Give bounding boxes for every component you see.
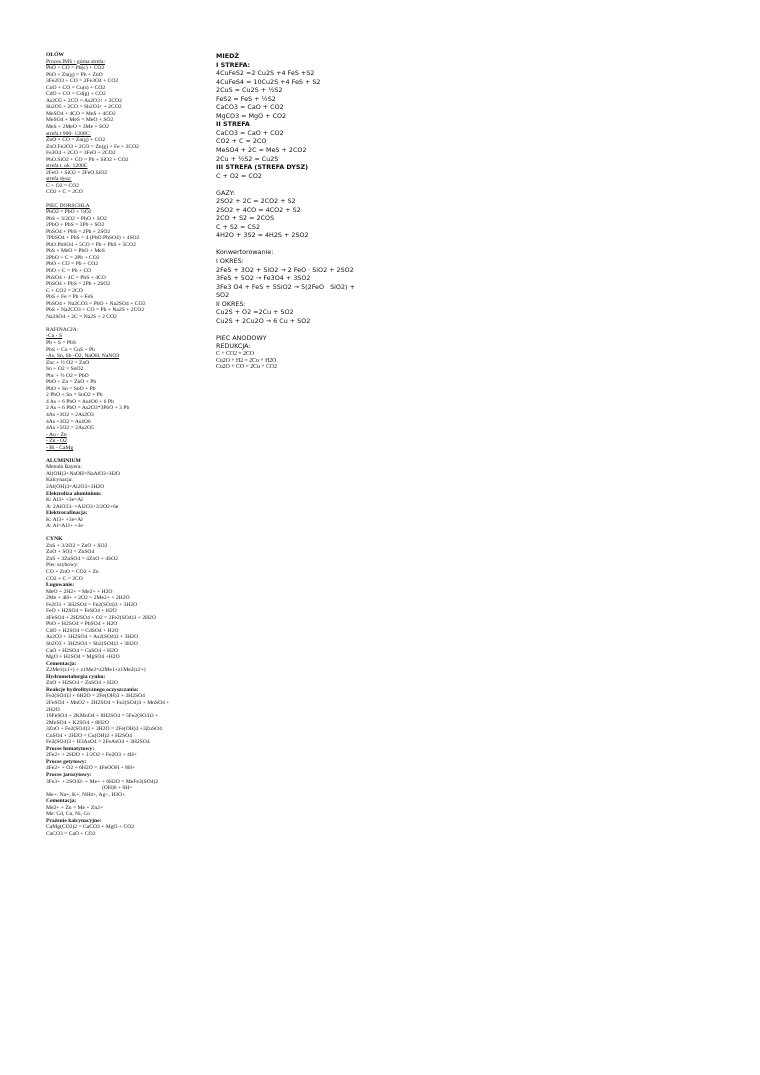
equation-line: PbS + 3/2O2 = PbO + SO2 <box>46 215 107 222</box>
equation-line: Fe3O4 + 2CO = 3FeO + 2CO2 <box>46 150 116 157</box>
equation-line: CdO + H2SO4 = CdSO4 + H2O <box>46 627 119 634</box>
equation-line: ZnS + 3/2O2 = ZnO + SO2 <box>46 542 108 549</box>
equation-line: 4H2O + 3S2 = 4H2S + 2SO2 <box>216 231 309 240</box>
equation-line: PbO.SiO2 + CO = Pb + SiO2 + CO2 <box>46 156 129 163</box>
equation-line: ZnO + CO = Zn(g) + CO2 <box>46 137 106 144</box>
equation-line: CuSO4 + 2H2O = Cu(OH)2 + H2SO4 <box>46 732 132 739</box>
equation-line: FeS2 = FeS + ½S2 <box>216 94 276 103</box>
equation-line: RAFINACJA: <box>46 326 79 333</box>
equation-line: Piec szybowy: <box>46 562 79 569</box>
section-heading: ALUMINIUM <box>46 457 81 464</box>
equation-line: 4As +5O2 = 2As2O5 <box>46 425 94 432</box>
equation-line: PIEC ANODOWY <box>216 333 267 342</box>
equation-line: 2H2O <box>46 706 60 713</box>
equation-line: 2CuS = Cu2S + ½S2 <box>216 86 283 95</box>
equation-line: -As, Sn, Sb -O2, NaOH, NaNO3 <box>46 353 120 360</box>
equation-line: PbS + MeO = PbO + MeS <box>46 248 105 255</box>
equation-line: ZnO + SO3 = ZnSO4 <box>46 549 95 556</box>
section-heading: I STREFA: <box>216 60 251 69</box>
equation-line: (OH)6 + 6H+ <box>46 785 133 792</box>
equation-line: PbSO4 + PbS = 2Pb + 2SO2 <box>46 281 111 288</box>
section-heading: Ługowanie: <box>46 582 75 589</box>
equation-line: CaMg(CO3)2 = CaCO3 + MgO + CO2 <box>46 824 135 831</box>
equation-line: MeS + 2MeO = 3Me + SO2 <box>46 124 109 131</box>
section-heading: Elektroliza aluminium: <box>46 490 102 497</box>
equation-line: C + CO2 = 2CO <box>46 287 83 294</box>
equation-line: CdO + CO = Cd(g) + CO2 <box>46 91 106 98</box>
equation-line: -Cu - S <box>46 333 63 340</box>
section-gap <box>216 240 376 249</box>
equation-line: - Au - Zn <box>46 431 67 438</box>
equation-line: 3Fe3+ + 2SO42- + Me+ + 6H2O = MeFe3(SO4)2 <box>46 778 159 785</box>
equation-line: I OKRES: <box>216 257 244 266</box>
equation-line: CO + ZnO = CO2 + Zn <box>46 569 99 576</box>
equation-line: Z2Me1(z1+) + z1Me2=z2Me1+z1Me2(z2+) <box>46 667 146 674</box>
section-heading: Prażenie kalcynacyjne: <box>46 817 102 824</box>
equation-line: 2Cu + ½S2 = Cu2S <box>216 154 279 163</box>
section-heading: Cementacja: <box>46 660 77 667</box>
equation-line: C + O2 = CO2 <box>216 171 262 180</box>
equation-line: As2O5 + 2CO = As2O3↑ + 2CO2 <box>46 97 122 104</box>
section-heading: II STREFA <box>216 120 250 129</box>
section-heading: III STREFA (STREFA DYSZ) <box>216 163 309 172</box>
equation-line: PbO + CO = Pb(c) + CO2 <box>46 65 105 72</box>
equation-line: CO2 + C = 2CO <box>216 137 267 146</box>
section-heading: Elektrorafinacja: <box>46 510 88 517</box>
section-heading: Cementacja: <box>46 798 77 805</box>
equation-line: FeO + H2SO4 = FeSO4 + H2O <box>46 608 117 615</box>
equation-line: K: Al3+ +3e=Al <box>46 497 83 504</box>
equation-line: - Bi - CaMg <box>46 444 74 451</box>
equation-line: 3FeS + 5O2 → Fe3O4 + 3SO2 <box>216 274 311 283</box>
section-heading: Reakcje hydrolitycznego oczyszczania: <box>46 686 139 693</box>
equation-line: MeSO4 + MeS = MeO + SO2 <box>46 117 114 124</box>
equation-line: MeO + 2H2+ = Me2+ + H2O <box>46 588 113 595</box>
equation-line: Pb + S = PbS <box>46 339 76 346</box>
equation-line: Fe2(SO4)3 + 6H2O = 2Fe(OH)3 + 3H2SO4 <box>46 693 145 700</box>
equation-line: 2 PbO + Sn = SnO2 + Pb <box>46 392 103 399</box>
equation-line: PbS + Na2CO3 + CO = Pb + Na2S + 2CO2 <box>46 307 145 314</box>
equation-line: SO2 <box>216 291 230 300</box>
section-heading: CYNK <box>46 536 63 543</box>
equation-line: CuO + CO = Cu(s) + CO2 <box>46 84 106 91</box>
equation-line: 10FeSO4 + 2KMnO4 + 8H2SO4 = 5Fe2(SO4)3 + <box>46 713 159 720</box>
section-heading: OŁÓW <box>46 52 65 58</box>
equation-line: CaCO3 = CaO + CO2 <box>46 830 96 837</box>
equation-line: Cu2S + 2Cu2O → 6 Cu + SO2 <box>216 316 311 325</box>
equation-line: 2CO + S2 = 2COS <box>216 214 275 223</box>
equation-line: 4As +3O2 = 2As2O3 <box>46 411 94 418</box>
equation-line: Znc + ½ O2 = ZnO <box>46 359 90 366</box>
equation-line: As2O3 + 3H2SO4 = As2(SO4)3 + 3H2O <box>46 634 139 641</box>
equation-line: PbO + CO = Pb + CO2 <box>46 261 99 268</box>
equation-line: PbO + H2SO4 = PbSO4 + H2O <box>46 621 118 628</box>
equation-line: C + CO2 = 2CO <box>216 351 255 357</box>
section-gap <box>216 180 376 189</box>
equation-line: 3Fe2O3 + CO = 2Fe3O4 + CO2 <box>46 78 119 85</box>
equation-line: PbO + C = Pb + CO <box>46 268 92 274</box>
equation-line: A: 2AlO33- =Al2O3+3/2O2+6e <box>46 503 119 510</box>
equation-line: Me2+ + Zn = Me + Zn2+ <box>46 804 104 811</box>
equation-line: 2FeSO4 + MnO2 + 2H2SO4 = Fe2(SO4)3 + MnSO4 + <box>46 699 170 706</box>
equation-line: 2 As + 6 PbO = As2O3*3PbO + 3 Pb <box>46 405 130 412</box>
equation-line: Cu2O + H2 = 2Cu + H2O <box>216 357 277 364</box>
equation-line: CaCO3 = CaO + CO2 <box>216 103 284 112</box>
equation-line: MeSO4 + 4CO = MeS + 4CO2 <box>46 110 116 117</box>
equation-line: PbO2 = PbO + ½O2 <box>46 209 92 216</box>
section-heading: Proces getytowy: <box>46 758 87 765</box>
equation-line: Fe2O3 + 3H2SO4 = Fe2(SO4)3 + 3H2O <box>46 601 138 608</box>
equation-line: 7PbSO4 + PbS = 4 (PbO.PbSO4) + 4SO2 <box>46 235 140 242</box>
equation-line: CO2 + C = 2CO <box>46 575 83 582</box>
equation-line: MeSO4 + 2C = MeS + 2CO2 <box>216 146 307 155</box>
equation-line: strefa dysz: <box>46 176 72 183</box>
left-column <box>46 52 216 837</box>
equation-line: 4Fe2+ + O2 + 6H2O = 4FeOOH + 8H+ <box>46 765 136 772</box>
section-gap <box>216 325 376 334</box>
section-heading: MIEDŹ <box>216 52 240 60</box>
equation-line: 2Fe2+ + 2H2O + 1/2O2 = Fe2O3 + 4H+ <box>46 752 138 759</box>
equation-line: C + O2 = CO2 <box>46 182 80 189</box>
equation-line: MgCO3 = MgO + CO2 <box>216 111 287 120</box>
equation-line: strefa t 900- 1200C: <box>46 130 91 137</box>
equation-line: CaCO3 = CaO + CO2 <box>216 128 284 137</box>
section-heading: Proces jarozytowy: <box>46 771 92 778</box>
equation-line: Na2SO4 + 2C = Na2S + 2 CO2 <box>46 313 117 320</box>
equation-line: PbO + Zn = ZnO + Pb <box>46 379 97 386</box>
equation-line: 4CuFeS2 =2 Cu2S +4 FeS +S2 <box>216 69 315 78</box>
equation-line: PbSO4 + Na2CO3 = PbO + Na2SO4 + CO2 <box>46 300 146 307</box>
equation-line: Sb2O5 + 2CO = Sb2O3↑ + 2CO2 <box>46 104 122 111</box>
equation-line: PbO + Sn = SnO + Pb <box>46 385 96 392</box>
equation-line: K: Al3+ +3e=Al <box>46 516 83 523</box>
equation-line: 2SO2 + 4CO = 4CO2 + S2 <box>216 205 301 214</box>
right-column <box>216 52 376 371</box>
equation-line: CO2 + C = 2CO <box>46 189 83 196</box>
equation-line: Cu2S + O2 =2Cu + SO2 <box>216 308 294 317</box>
equation-line: 3ZnO + Fe2(SO4)3 + 3H2O = 2Fe(OH)3 +3ZnSO4 <box>46 726 162 733</box>
equation-line: CaO + H2SO4 = CaSO4 + H2O <box>46 647 118 654</box>
equation-line: 4CuFeS4 = 10Cu2S +4 FeS + S2 <box>216 77 321 86</box>
equation-line: PbSO4 + 4C = PbS + 4CO <box>46 274 106 281</box>
equation-line: ZnO.Fe2O3 + 2CO = Zn(g) + Fe + 2CO2 <box>46 143 139 150</box>
equation-line: GAZY: <box>216 188 235 197</box>
equation-line: Sn + O2 = SnO2 <box>46 366 84 373</box>
equation-line: Sb2O3 + 3H2SO4 = Sb2(SO4)3 + 3H2O <box>46 641 138 648</box>
equation-line: MgO + H2SO4 = MgSO4 +H2O <box>46 654 120 661</box>
equation-line: Al(OH)3+NaOH=NaAlO2+H2O <box>46 470 121 477</box>
equation-line: 2PbO + PbS = 3Pb + SO2 <box>46 222 105 229</box>
equation-line: strefa t. ok. 1200C <box>46 163 88 170</box>
equation-line: - Zn - O2 <box>46 438 67 445</box>
equation-line: II OKRES: <box>216 299 246 308</box>
equation-line: ZnS + 3ZnSO4 = 4ZnO + 4SO2 <box>46 555 118 562</box>
equation-line: 2FeS + 3O2 + SiO2 → 2 FeO · SiO2 + 2SO2 <box>216 265 354 274</box>
equation-line: PbSO4 + PbS = 2Pb + 2SO2 <box>46 228 111 235</box>
equation-line: Me: Cd, Cu, Ni, Co <box>46 811 90 818</box>
equation-line: PbO + Zn(g) = Pb + ZnO <box>46 71 103 78</box>
equation-line: 2Al(OH)3=Al2O3+3H2O <box>46 483 105 490</box>
equation-line: 4As +3O2 = As4O6 <box>46 418 91 425</box>
equation-line: Metoda Bayera: <box>46 464 82 471</box>
section-heading: Proces hematytowy: <box>46 745 95 752</box>
equation-line: PbS + Fe = Pb + FeS <box>46 294 94 301</box>
equation-line: 2PbO + C = 2Pb + CO2 <box>46 254 100 261</box>
equation-line: Pbc + ½ O2 = PbO <box>46 372 89 379</box>
equation-line: Me+: Na+, K+, NH4+, Ag+, H3O+ <box>46 791 126 798</box>
equation-line: Kalcynacja: <box>46 477 73 484</box>
equation-line: 2SO2 + 2C = 2CO2 + S2 <box>216 197 296 206</box>
equation-line: Proces IMS - górna strefa: <box>46 58 106 65</box>
equation-line: 4 As + 6 PbO = As4O6 + 6 Pb <box>46 398 114 405</box>
equation-line: PIEC DORSCHLA <box>46 202 90 209</box>
equation-line: C + S2 = CS2 <box>216 222 261 231</box>
equation-line: 4FeSO4 + 2H2SO4 + O2 = 2Fe2(SO4)3 + 2H2O <box>46 614 156 621</box>
equation-line: 3Fe3 O4 + FeS + 5SiO2 → 5(2FeO SiO2) + <box>216 282 355 291</box>
equation-line: REDUKCJA: <box>216 342 251 351</box>
equation-line: Konwertorowanie: <box>216 248 274 257</box>
section-heading: Hydrometalurgia cynku: <box>46 673 106 680</box>
equation-line: Fe2(SO4)3 + H3AsO4 = 2FeAsO4 + 3H2SO4 <box>46 739 150 746</box>
equation-line: 2MnSO4 + K2SO4 + 8H2O <box>46 719 109 726</box>
equation-line: Cu2O + CO = 2Cu + CO2 <box>216 364 278 371</box>
equation-line: A: Al=Al3+ +3e <box>46 523 83 530</box>
equation-line: 2FeO + SiO2 = 2FeO.SiO2 <box>46 169 108 176</box>
equation-line: PbO.PbSO4 + 5CO = Pb + PbS + 5CO2 <box>46 241 136 248</box>
equation-line: PbS + Cu = CuS + Pb <box>46 346 95 353</box>
equation-line: 2Me + 4H+ + 2O2 = 2Me2+ + 2H2O <box>46 595 130 602</box>
equation-line: ZnO + H2SO4 = ZnSO4 + H2O <box>46 680 118 687</box>
